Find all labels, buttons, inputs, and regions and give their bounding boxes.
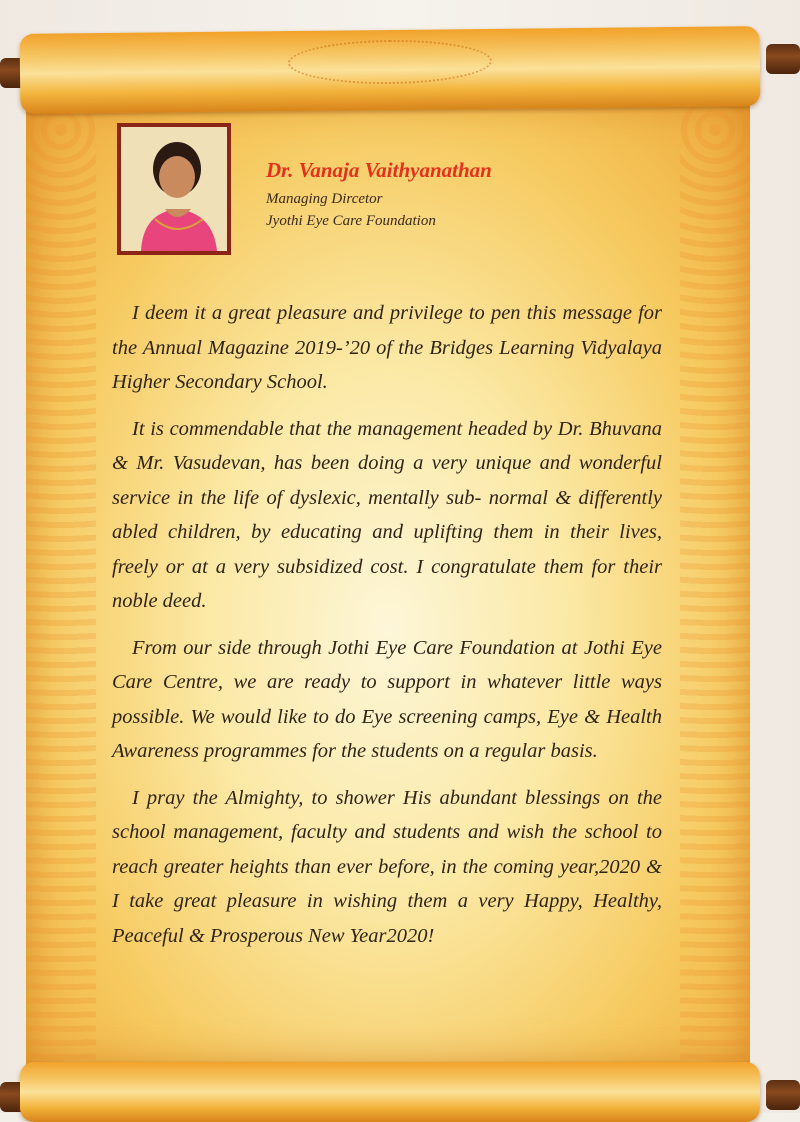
message-paragraph: It is commendable that the management headed by Dr. Bhuvana & Mr. Vasudevan, has been doing a very unique and wonderful service in the life of dyslexic, mentally sub- normal & differently abled children, by educating and uplifting them in their lives, freely or at a very subsidized cost. I congratulate them for their noble deed. bbox=[112, 417, 662, 612]
top-roll-ornament bbox=[288, 39, 492, 85]
ornament-border-left bbox=[26, 100, 96, 1065]
message-body bbox=[112, 296, 662, 965]
message-paragraph: I deem it a great pleasure and privilege to pen this message for the Annual Magazine 2019-’20 of the Bridges Learning Vidyalaya Higher Secondary School. bbox=[112, 302, 662, 393]
profile-name: Dr. Vanaja Vaithyanathan bbox=[266, 158, 492, 182]
scroll-bottom-roll bbox=[20, 1062, 760, 1122]
ornament-border-right bbox=[680, 100, 750, 1065]
profile-photo bbox=[117, 123, 231, 255]
profile-organization: Jyothi Eye Care Foundation bbox=[266, 213, 436, 229]
scroll-rod-bottom-right bbox=[766, 1080, 800, 1110]
portrait-image bbox=[121, 127, 227, 251]
message-paragraph: From our side through Jothi Eye Care Foundation at Jothi Eye Care Centre, we are ready to support in whatever little ways possible. We would like to do Eye screening camps, Eye & Health Awareness programmes for the students on a regular basis. bbox=[112, 636, 662, 762]
scroll-rod-top-right bbox=[766, 44, 800, 74]
profile-title: Managing Dircetor bbox=[266, 191, 383, 207]
scroll-top-roll bbox=[20, 26, 761, 114]
profile-header bbox=[266, 158, 492, 232]
message-paragraph: I pray the Almighty, to shower His abundant blessings on the school management, faculty and students and wish the school to reach greater heights than ever before, in the coming year,2020 & I take great pleasure in wishing them a very Happy, Healthy, Peaceful & Prosperous New Year2020! bbox=[112, 786, 662, 947]
